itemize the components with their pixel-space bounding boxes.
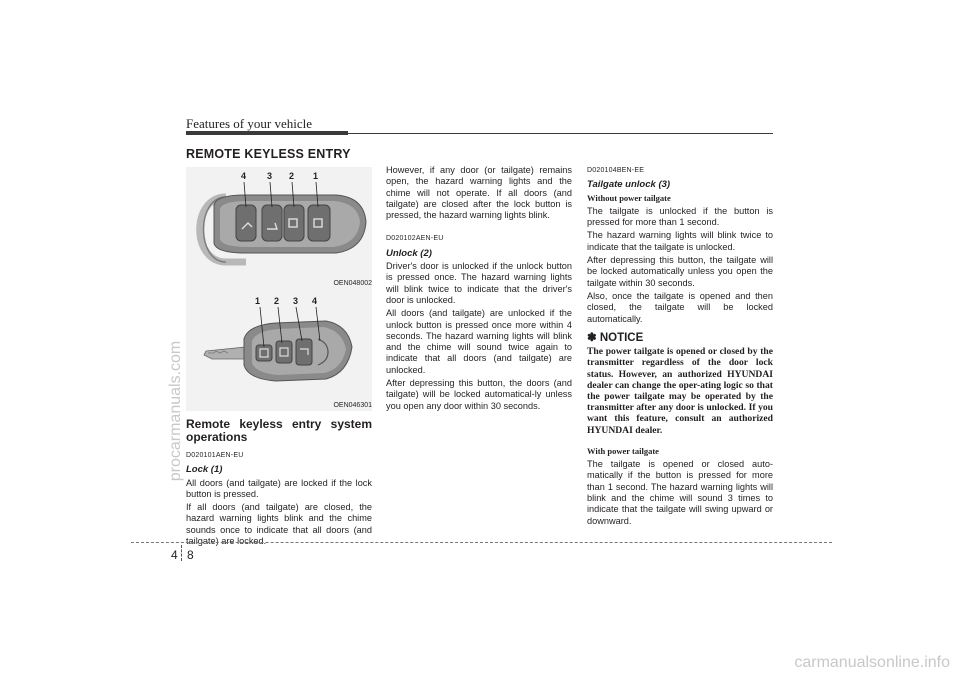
paragraph: The tailgate is unlocked if the button is pressed for more than 1 second. [587,205,773,228]
callout-number: 4 [312,296,318,306]
paragraph: After depressing this button, the tailgate will be locked automatically unless you open the tailgate within 30 seconds. [587,255,773,288]
page-number: 8 [187,548,194,562]
paragraph: The tailgate is opened or closed auto-matically if the button is pressed for more than 1 second. The hazard warning lights will blink and the chime will sound 3 times to indicate that the tailgate will swing upward or downward. [587,459,773,526]
paragraph: If all doors (and tailgate) are closed, the hazard warning lights blink and the chime sounds once to indicate that all doors (and tailgate) are locked. [186,502,372,547]
subheading: Remote keyless entry system operations [186,417,372,444]
page-header-title: Features of your vehicle [186,116,312,131]
paragraph: The hazard warning lights will blink twice to indicate that the tailgate is unlocked. [587,230,773,252]
callout-number: 1 [313,171,319,181]
section-code: D020101AEN-EU [186,452,244,459]
key-fob-type-a-image [186,167,372,289]
section-code: D020104BEN-EE [587,167,645,174]
callout-number: 2 [289,171,295,181]
section-title: REMOTE KEYLESS ENTRY [186,147,351,161]
with-power-tailgate-label: With power tailgate [587,445,659,456]
notice-title: ✽ NOTICE [587,331,644,344]
header-rule [348,133,773,134]
item-title: Tailgate unlock (3) [587,179,671,191]
paragraph: All doors (and tailgate) are locked if the lock button is pressed. [186,477,372,499]
callout-number: 3 [267,171,273,181]
watermark-left: procarmanuals.com [167,340,184,482]
paragraph: Driver's door is unlocked if the unlock button is pressed once. The hazard warning lights will blink twice to indicate that the driver's door is unlocked. [386,261,572,305]
paragraph: After depressing this button, the doors (and tailgate) will be locked automatical-ly unless you open any door within 30 seconds. [386,378,572,411]
paragraph: However, if any door (or tailgate) remains open, the hazard warning lights and the chime will not operate. If all doors (and tailgate) are closed after the lock button is pressed, the hazard warning lights blink. [386,165,572,221]
figure-code: OEN048002 [333,280,372,287]
key-fob-type-b-image [186,289,372,411]
paragraph: Also, once the tailgate is opened and then closed, the tailgate will be locked automatically. [587,290,773,324]
section-code: D020102AEN-EU [386,235,444,243]
callout-number: 3 [293,296,299,306]
callout-number: 1 [255,296,261,306]
watermark-bottom: carmanualsonline.info [794,654,950,671]
figure-type-b [186,289,372,411]
figure-code: OEN046301 [333,402,372,409]
footer-rule [131,542,832,543]
callout-number: 4 [241,171,247,181]
column-3 [587,165,773,529]
paragraph: All doors (and tailgate) are unlocked if the unlock button is pressed once more within 4 seconds. The hazard warning lights will blink and the chime will sound twice again to indicate that all doors (and tailgate) are unlocked. [386,308,572,375]
item-title: Lock (1) [186,464,223,476]
header-bar [186,131,348,135]
without-power-tailgate-label: Without power tailgate [587,192,671,203]
page-number-divider [181,545,182,561]
figure-type-a [186,167,372,289]
item-title: Unlock (2) [386,247,432,259]
chapter-number: 4 [171,548,178,562]
column-1 [186,414,372,549]
notice-body: The power tailgate is opened or closed by the transmitter regardless of the door lock status. However, an authorized HYUNDAI dealer can change the oper-ating logic so that the power tailgate may be operated by the transmitter after any door is unlocked. If you want this feature, consult an authorized HYUNDAI dealer. [587,346,773,436]
column-2 [386,165,572,414]
callout-number: 2 [274,296,280,306]
